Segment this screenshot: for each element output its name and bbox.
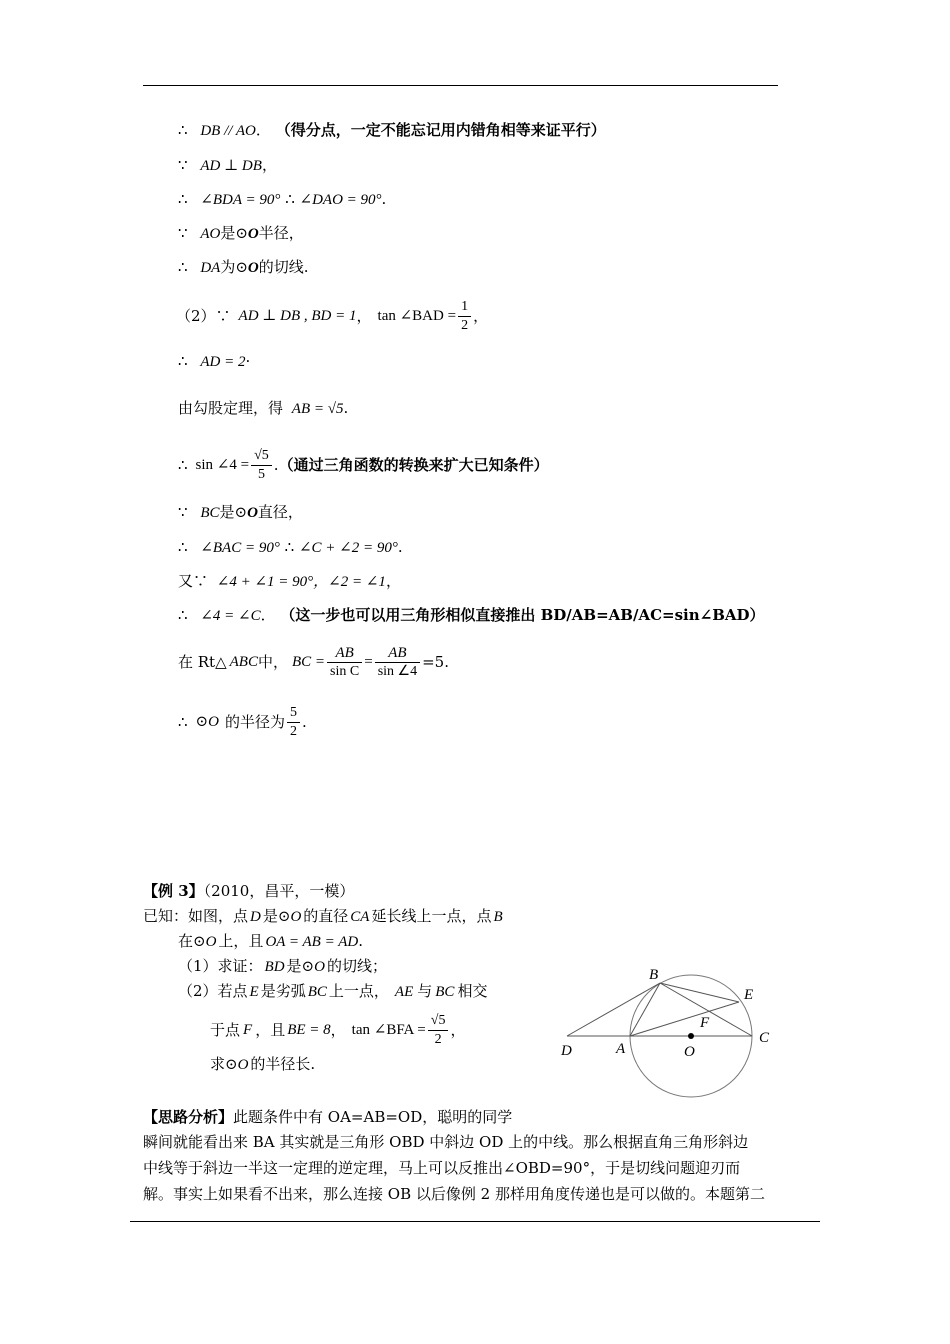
label-f: F [700, 1015, 710, 1031]
fraction-ab-over-sin4: $\frac{AB}{\sin \angle 4}$ [375, 644, 420, 681]
proof-line-14: 在 Rt△ ABC 中， BC = $\frac{AB}{\text{sin C}}$ = $\frac{AB}{\sin \angle 4}$ =5. [178, 644, 449, 679]
example-given-2: 在⊙O 上，且 OA = AB = AD. [178, 932, 363, 950]
label-b: B [649, 967, 659, 983]
proof-line-12: 又∵ ∠4 + ∠1 = 90°，∠2 = ∠1， [178, 572, 401, 590]
fraction-one-half: $\frac{1}{2}$ [458, 298, 471, 335]
proof-line-15: ∴ ⊙O 的半径为 $\frac{5}{2}$ . [178, 704, 307, 739]
example-title: 【例 3】（2010，昌平，一模） [143, 882, 355, 900]
proof-line-3: ∴ ∠BDA = 90° ∴ ∠DAO = 90°. [178, 190, 387, 208]
proof-line-10: ∵ BC是⊙O直径， [178, 503, 303, 521]
proof-line-6: （2）∵ AD ⊥ DB , BD = 1 ， tan ∠BAD = $\frac{1}{2}$ ， [176, 298, 489, 333]
example-question-2c: 求⊙O 的半径长. [210, 1055, 316, 1073]
example-question-2b: 于点 F ，且 BE = 8 ， tan ∠BFA = $\frac{√5}{2}$ ， [210, 1012, 466, 1047]
footer-rule [130, 1221, 820, 1222]
proof-line-11: ∴ ∠BAC = 90° ∴ ∠C + ∠2 = 90°. [178, 538, 403, 556]
proof-line-2: ∵ AD ⊥ DB， [178, 156, 277, 174]
analysis-line-3: 中线等于斜边一半这一定理的逆定理，马上可以反推出∠OBD=90°，于是切线问题迎刃而 [143, 1159, 741, 1177]
analysis-line-4: 解。事实上如果看不出来，那么连接 OB 以后像例 2 那样用角度传递也是可以做的。本题第二 [143, 1185, 765, 1203]
proof-line-9: ∴ sin ∠4 = $\frac{√5}{5}$ . （通过三角函数的转换来扩大已知条件） [178, 447, 549, 482]
analysis-line-1: 【思路分析】此题条件中有 OA=AB=OD，聪明的同学 [143, 1108, 513, 1126]
label-e: E [744, 987, 754, 1003]
label-o: O [684, 1044, 695, 1060]
header-rule [143, 85, 778, 86]
proof-line-4: ∵ AO是⊙O半径， [178, 224, 304, 242]
line-db [567, 983, 660, 1036]
proof-line-13: ∴ ∠4 = ∠C． （这一步也可以用三角形相似直接推出 BD/AB=AB/AC=sin∠BAD） [178, 606, 765, 624]
fraction-five-halves: $\frac{5}{2}$ [287, 704, 300, 741]
example-given-1: 已知：如图，点 D 是⊙O 的直径 CA 延长线上一点，点 B [143, 907, 503, 925]
example-question-2: （2）若点 E 是劣弧 BC 上一点， AE 与 BC 相交 [178, 982, 488, 1000]
label-c: C [759, 1030, 770, 1046]
point-o [688, 1033, 694, 1039]
proof-line-8: 由勾股定理，得 AB = √5. [178, 399, 349, 417]
geometry-figure [555, 960, 785, 1105]
line-be [660, 983, 739, 1002]
proof-line-5: ∴ DA为⊙O的切线. [178, 258, 309, 276]
analysis-line-2: 瞬间就能看出来 BA 其实就是三角形 OBD 中斜边 OD 上的中线。那么根据直角三角形斜边 [143, 1133, 749, 1151]
proof-line-1: ∴ DB // AO． （得分点，一定不能忘记用内错角相等来证平行） [178, 121, 606, 139]
fraction-ab-over-sinc: $\frac{AB}{\text{sin C}}$ [327, 644, 362, 681]
fraction-sqrt5-over-5: $\frac{√5}{5}$ [251, 447, 272, 484]
label-a: A [616, 1041, 626, 1057]
proof-line-7: ∴ AD = 2· [178, 352, 251, 370]
fraction-sqrt5-over-2: $\frac{√5}{2}$ [428, 1012, 449, 1049]
example-question-1: （1）求证： BD 是⊙O 的切线； [178, 957, 387, 975]
label-d: D [561, 1043, 572, 1059]
